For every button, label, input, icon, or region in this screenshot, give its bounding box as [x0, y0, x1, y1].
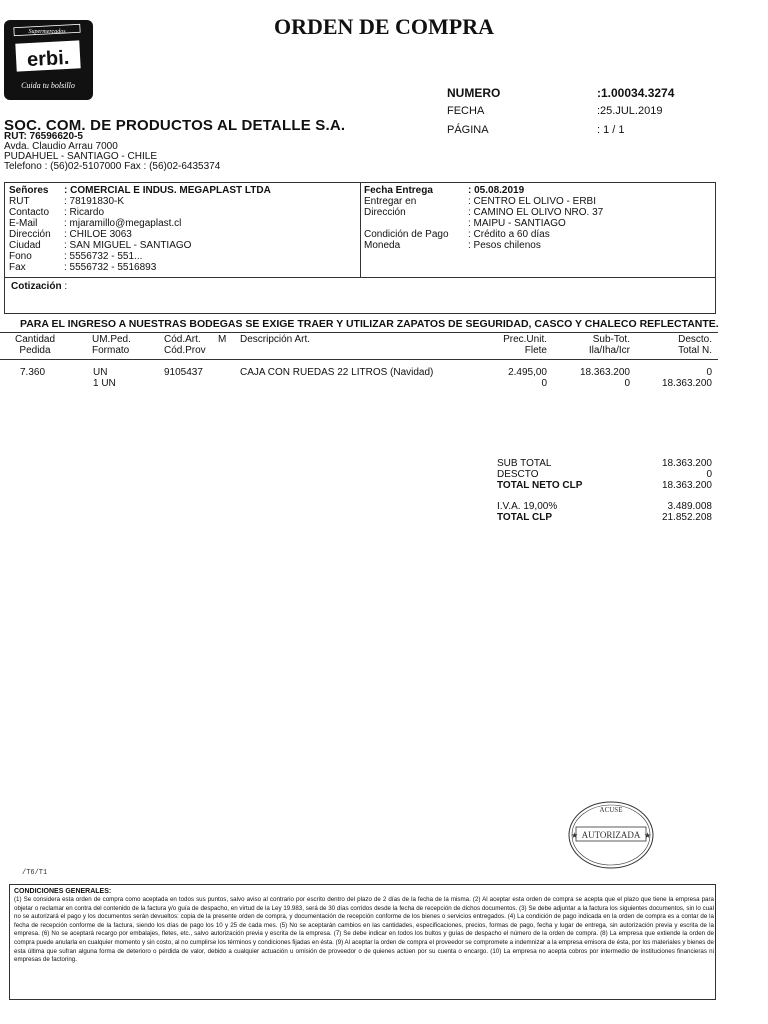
table-top-rule [0, 332, 718, 333]
logo-brand: erbi. [26, 46, 70, 72]
footer-code: /T6/T1 [22, 869, 48, 877]
conditions-text: (1) Se considera esta orden de compra como aceptada en todos sus puntos, salvo aviso al contrario por escrito dentro del plazo de 2 días de la fecha de la misma. (2) Al aceptar esta orden de compra se acepta que el plazo que tiene la empresa para objetar o reclamar en contra del contenido de la factura y/o guía de despacho, en virtud de la Ley 19.983, será de 30 días corridos desde la fecha de recepción de dichos documentos. (3) Se debe adjuntar a la factura los siguientes documentos, sin lo cual no se autorizará el pago y los documentos serán devueltos: copia de la presente orden de compra, y documentación de recepción conforme de los bienes o servicios entregados. (4) La condición de pago indicada en la orden de compra es a contar de la fecha de recepción conforme de la factura, siendo los días de pago los 10 y 25 de cada mes. (5) No se aceptarán cambios en las cantidades, especificaciones, precios, formas de pago, fecha y lugar de entrega, sin autorización previa y escrita de la empresa. (6) No se aceptará recargo por embalajes, fletes, etc., salvo autorización previa y escrita de la empresa. (7) Se debe indicar en todos los bultos y guías de despacho el número de la orden de compra. (8) La empresa que extiende la orden de compra puede anularla en cualquier momento y sin costo, al no cumplirse los términos y condiciones fijadas en ésta. (9) Al aceptar la orden de compra el proveedor se compromete a indemnizar a la empresa emisora de ésta, por los materiales y bienes de esta última que sufran alguna forma de deterioro o pérdida de valor, debido a cualquier actuación u omisión de proveedor o de quienes actúen por su cuenta o encargo. (10) La empresa no acepta cobros por intermedio de instituciones financieras ni empresas de factoring. [14, 896, 714, 964]
conditions [14, 887, 714, 965]
col-prec: Prec.Unit. Flete [503, 334, 547, 356]
delivery-values: : 05.08.2019 : CENTRO EL OLIVO - ERBI : CAMINO EL OLIVO NRO. 37 : MAIPU - SANTIAGO : Crédito a 60 días : Pesos chilenos [468, 185, 604, 251]
col-cantidad: Cantidad Pedida [14, 334, 56, 356]
logo-slogan: Cuida tu bolsillo [21, 81, 75, 90]
col-um: UM.Ped. Formato [92, 334, 131, 356]
table-row [0, 367, 718, 391]
box-hline [4, 277, 716, 278]
erbi-logo [4, 20, 93, 100]
fecha-value: :25.JUL.2019 [597, 105, 663, 117]
company-name: SOC. COM. DE PRODUCTOS AL DETALLE S.A. [4, 117, 346, 134]
safety-notice: PARA EL INGRESO A NUESTRAS BODEGAS SE EXIGE TRAER Y UTILIZAR ZAPATOS DE SEGURIDAD, CASCO Y CHALECO REFLECTANTE. [20, 318, 719, 330]
stamp-star-right: ★ [644, 831, 652, 840]
pagina-value: : 1 / 1 [597, 124, 625, 136]
totals-labels: SUB TOTAL DESCTO TOTAL NETO CLP I.V.A. 19,00% TOTAL CLP [497, 458, 583, 523]
col-descripcion: Descripción Art. [240, 334, 311, 345]
numero-value: :1.00034.3274 [597, 86, 675, 100]
numero-label: NUMERO [447, 86, 501, 100]
stamp-center-text: AUTORIZADA [581, 830, 641, 840]
totals-values: 18.363.200 0 18.363.200 3.489.008 21.852.208 [661, 458, 712, 523]
fecha-label: FECHA [447, 105, 485, 117]
stamp-star-left: ★ [571, 831, 579, 840]
col-subtot: Sub-Tot. Ila/Iha/Icr [588, 334, 630, 356]
company-rut: RUT: 76596620-5 [4, 131, 83, 142]
item-prec: 2.495,00 0 [508, 367, 547, 389]
supplier-labels: Señores RUT Contacto E-Mail Dirección Ciudad Fono Fax [9, 185, 51, 273]
pagina-label: PÁGINA [447, 124, 489, 136]
conditions-title: CONDICIONES GENERALES: [14, 888, 112, 895]
item-descripcion: CAJA CON RUEDAS 22 LITROS (Navidad) [240, 367, 434, 378]
document-title: ORDEN DE COMPRA [274, 14, 494, 39]
authorized-stamp [566, 799, 656, 876]
box-divider [360, 182, 361, 277]
table-header-rule [0, 359, 718, 360]
item-total: 0 18.363.200 [661, 367, 712, 389]
company-phone: Telefono : (56)02-5107000 Fax : (56)02-6435374 [4, 161, 221, 172]
logo-tagline: Supermercados [28, 29, 66, 35]
supplier-values: : COMERCIAL E INDUS. MEGAPLAST LTDA : 78191830-K : Ricardo : mjaramillo@megaplast.cl : CHILOE 3063 : SAN MIGUEL - SANTIAGO : 5556732 - 551... : 5556732 - 5516893 [64, 185, 271, 273]
stamp-top-text: ACUSE [599, 806, 623, 814]
company-city: PUDAHUEL - SANTIAGO - CHILE [4, 151, 157, 162]
quote-line: Cotización : [11, 281, 68, 292]
delivery-labels: Fecha Entrega Entregar en Dirección Condición de Pago Moneda [364, 185, 449, 251]
col-codart: Cód.Art. Cód.Prov [164, 334, 206, 356]
item-cantidad: 7.360 [20, 367, 46, 378]
col-m: M [218, 334, 227, 345]
company-address: Avda. Claudio Arrau 7000 [4, 141, 118, 152]
item-subtot: 18.363.200 0 [579, 367, 630, 389]
item-um: UN 1 UN [93, 367, 116, 389]
item-codart: 9105437 [164, 367, 203, 378]
col-descto: Descto. Total N. [678, 334, 712, 356]
